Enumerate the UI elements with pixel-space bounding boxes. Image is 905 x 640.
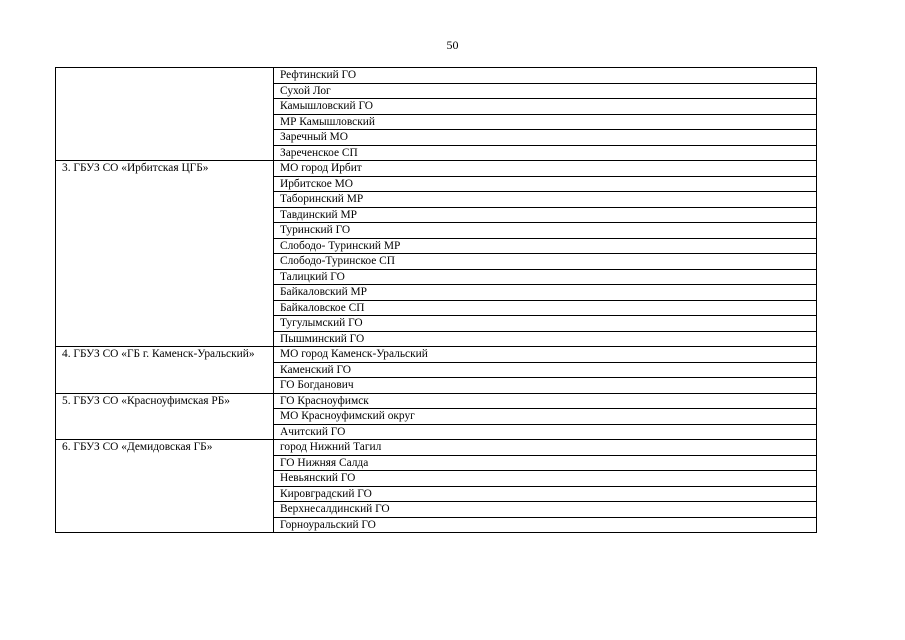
municipality-name: МР Камышловский	[274, 114, 817, 130]
municipality-name: МО Красноуфимский округ	[274, 409, 817, 425]
municipality-name: Рефтинский ГО	[274, 68, 817, 84]
municipality-name: Кировградский ГО	[274, 486, 817, 502]
municipality-name: Пышминский ГО	[274, 331, 817, 347]
municipality-name: Талицкий ГО	[274, 269, 817, 285]
table-row	[56, 161, 817, 177]
institution-name: 5. ГБУЗ СО «Красноуфимская РБ»	[56, 393, 274, 440]
municipality-name: ГО Богданович	[274, 378, 817, 394]
table-row	[56, 393, 817, 409]
municipality-name: Верхнесалдинский ГО	[274, 502, 817, 518]
page-number: 50	[446, 38, 459, 52]
table-row	[56, 68, 817, 84]
municipality-name: Байкаловское СП	[274, 300, 817, 316]
municipality-name: МО город Ирбит	[274, 161, 817, 177]
table-row	[56, 347, 817, 363]
municipality-name: Заречный МО	[274, 130, 817, 146]
municipality-name: Каменский ГО	[274, 362, 817, 378]
municipality-name: ГО Нижняя Салда	[274, 455, 817, 471]
municipality-name: Ирбитское МО	[274, 176, 817, 192]
municipality-name: Байкаловский МР	[274, 285, 817, 301]
institution-name	[56, 68, 274, 161]
municipality-name: Тугулымский ГО	[274, 316, 817, 332]
municipality-name: ГО Красноуфимск	[274, 393, 817, 409]
institution-name: 4. ГБУЗ СО «ГБ г. Каменск-Уральский»	[56, 347, 274, 394]
municipality-name: Слободо- Туринский МР	[274, 238, 817, 254]
municipality-name: Камышловский ГО	[274, 99, 817, 115]
table-body	[56, 68, 817, 533]
municipality-name: город Нижний Тагил	[274, 440, 817, 456]
municipality-name: Туринский ГО	[274, 223, 817, 239]
municipality-name: Горноуральский ГО	[274, 517, 817, 533]
municipality-name: Зареченское СП	[274, 145, 817, 161]
institution-name: 3. ГБУЗ СО «Ирбитская ЦГБ»	[56, 161, 274, 347]
municipality-name: Таборинский МР	[274, 192, 817, 208]
municipality-name: МО город Каменск-Уральский	[274, 347, 817, 363]
table-row	[56, 440, 817, 456]
municipality-name: Сухой Лог	[274, 83, 817, 99]
institution-name: 6. ГБУЗ СО «Демидовская ГБ»	[56, 440, 274, 533]
municipality-name: Ачитский ГО	[274, 424, 817, 440]
municipality-name: Невьянский ГО	[274, 471, 817, 487]
municipality-name: Слободо-Туринское СП	[274, 254, 817, 270]
institution-municipality-table	[55, 67, 817, 533]
municipality-name: Тавдинский МР	[274, 207, 817, 223]
